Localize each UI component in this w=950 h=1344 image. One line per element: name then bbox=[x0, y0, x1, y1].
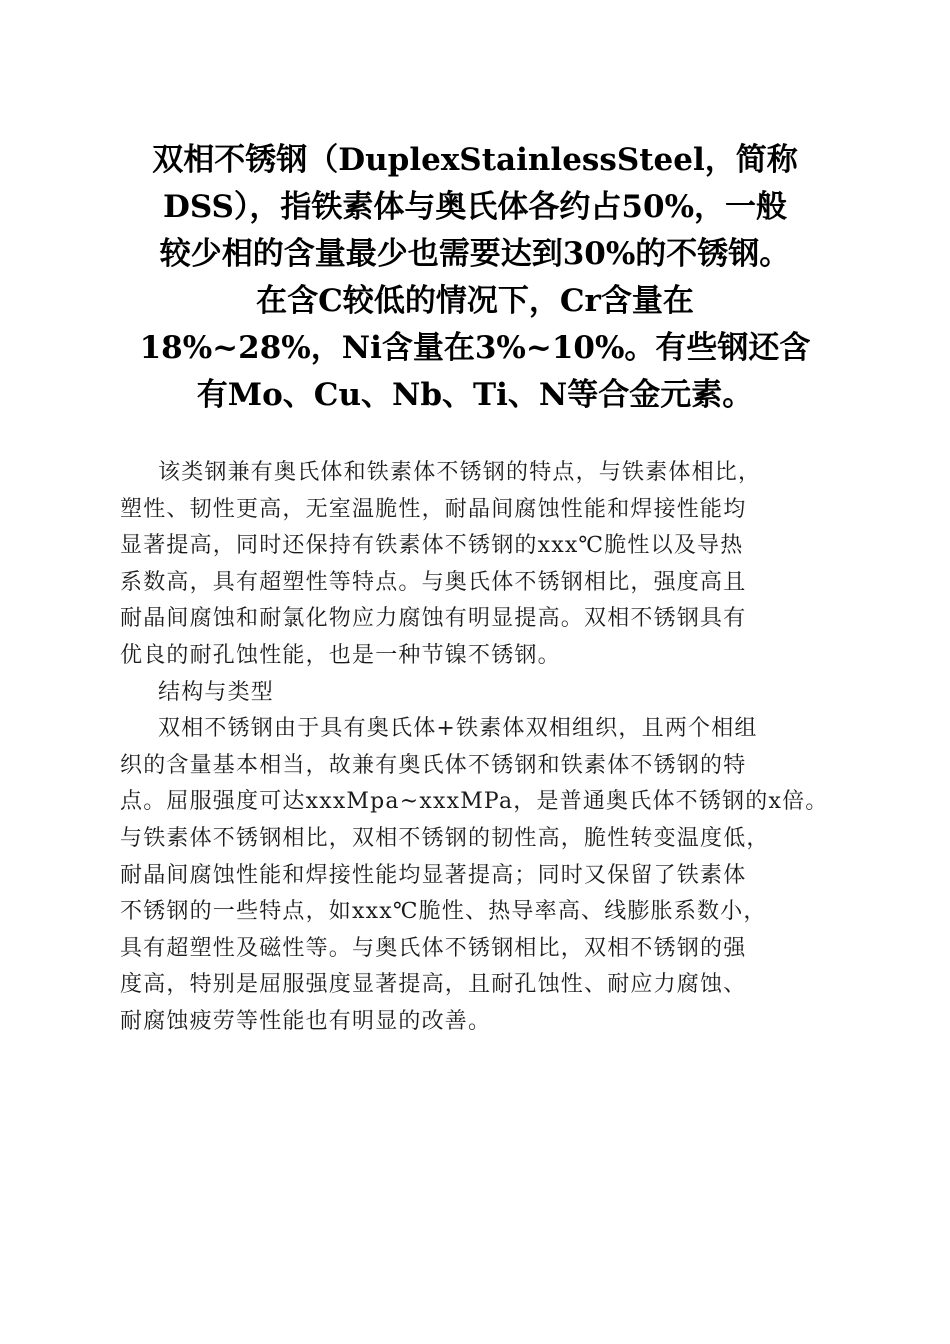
text-line: 具有超塑性及磁性等。与奥氏体不锈钢相比，双相不锈钢的强 bbox=[120, 935, 747, 961]
text-line: 系数高，具有超塑性等特点。与奥氏体不锈钢相比，强度高且 bbox=[120, 569, 747, 595]
title-line: 有Mo、Cu、Nb、Ti、N等合金元素。 bbox=[196, 377, 754, 413]
document-body bbox=[120, 455, 830, 1041]
text-line: 耐晶间腐蚀和耐氯化物应力腐蚀有明显提高。双相不锈钢具有 bbox=[120, 606, 747, 632]
text-line: 该类钢兼有奥氏体和铁素体不锈钢的特点，与铁素体相比， bbox=[158, 460, 762, 485]
text-line: 点。屈服强度可达xxxMpa~xxxMPa，是普通奥氏体不锈钢的x倍。 bbox=[120, 789, 829, 815]
paragraph-properties bbox=[120, 455, 830, 675]
text-line: 织的含量基本相当，故兼有奥氏体不锈钢和铁素体不锈钢的特 bbox=[120, 752, 747, 778]
text-line: 度高，特别是屈服强度显著提高，且耐孔蚀性、耐应力腐蚀、 bbox=[120, 972, 747, 998]
title-line: 双相不锈钢（DuplexStainlessSteel，简称 bbox=[152, 142, 798, 178]
text-line: 显著提高，同时还保持有铁素体不锈钢的xxx℃脆性以及导热 bbox=[120, 533, 744, 559]
text-line: 塑性、韧性更高，无室温脆性，耐晶间腐蚀性能和焊接性能均 bbox=[120, 496, 747, 522]
text-line: 耐晶间腐蚀性能和焊接性能均显著提高；同时又保留了铁素体 bbox=[120, 862, 747, 888]
text-line: 双相不锈钢由于具有奥氏体+铁素体双相组织，且两个相组 bbox=[158, 716, 758, 742]
text-line: 不锈钢的一些特点，如xxx℃脆性、热导率高、线膨胀系数小， bbox=[120, 899, 767, 925]
text-line: 耐腐蚀疲劳等性能也有明显的改善。 bbox=[120, 1008, 492, 1034]
text-line: 与铁素体不锈钢相比，双相不锈钢的韧性高，脆性转变温度低， bbox=[120, 825, 770, 851]
title-line: DSS），指铁素体与奥氏体各约占50%，一般 bbox=[162, 189, 788, 225]
title-line: 在含C较低的情况下，Cr含量在 bbox=[256, 283, 694, 319]
section-heading-text: 结构与类型 bbox=[158, 679, 275, 705]
text-line: 优良的耐孔蚀性能，也是一种节镍不锈钢。 bbox=[120, 642, 561, 668]
document-title bbox=[110, 137, 840, 419]
title-line: 18%~28%，Ni含量在3%~10%。有些钢还含 bbox=[139, 330, 811, 366]
paragraph-structure bbox=[120, 711, 830, 1040]
title-line: 较少相的含量最少也需要达到30%的不锈钢。 bbox=[159, 236, 791, 272]
section-heading bbox=[120, 675, 830, 712]
